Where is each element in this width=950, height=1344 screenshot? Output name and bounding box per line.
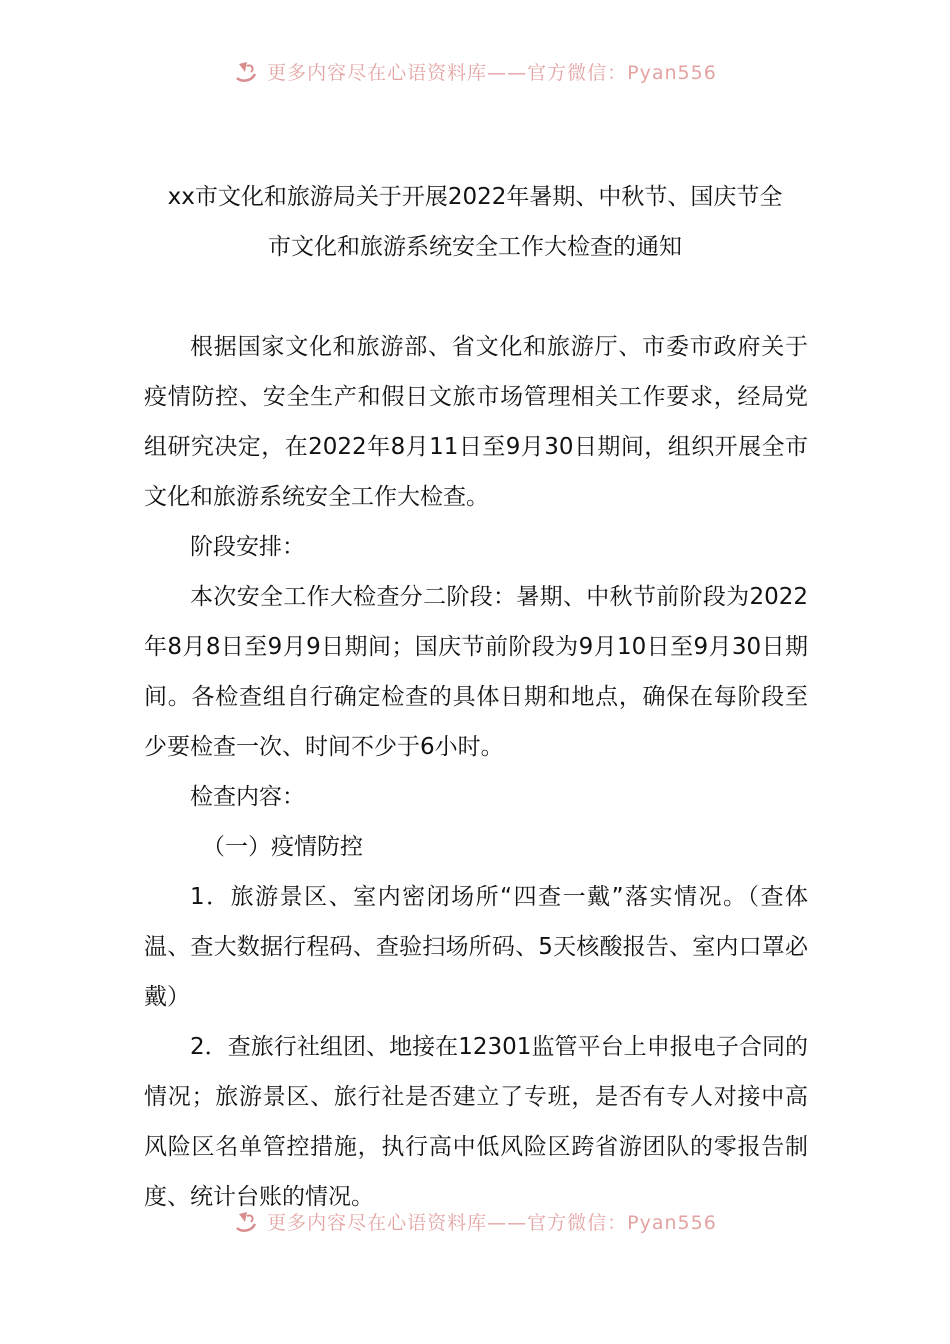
paragraph-stages: 本次安全工作大检查分二阶段：暑期、中秋节前阶段为2022年8月8日至9月9日期间；国庆节前阶段为9月10日至9月30日期间。各检查组自行确定检查的具体日期和地点，确保在每阶段至少要检查一次、时间不少于6小时。 [144,584,808,760]
title-line-2: 市文化和旅游系统安全工作大检查的通知 [268,234,682,260]
document-body [144,322,808,1222]
watermark-text: 更多内容尽在心语资料库——官方微信：Pyan556 [267,61,717,84]
document-title [140,172,810,272]
watermark-text: 更多内容尽在心语资料库——官方微信：Pyan556 [267,1211,717,1234]
brand-logo-icon [233,58,259,84]
subheading-epidemic-prevention: （一）疫情防控 [202,834,363,860]
paragraph-intro: 根据国家文化和旅游部、省文化和旅游厅、市委市政府关于疫情防控、安全生产和假日文旅市场管理相关工作要求，经局党组研究决定，在2022年8月11日至9月30日期间，组织开展全市文化和旅游系统安全工作大检查。 [144,334,808,510]
heading-inspection-content: 检查内容： [190,784,305,810]
watermark-footer [0,1206,950,1236]
brand-logo-icon [233,1208,259,1234]
list-item-2: 2．查旅行社组团、地接在12301监管平台上申报电子合同的情况；旅游景区、旅行社是否建立了专班，是否有专人对接中高风险区名单管控措施，执行高中低风险区跨省游团队的零报告制度、统计台账的情况。 [144,1034,808,1210]
title-line-1: xx市文化和旅游局关于开展2022年暑期、中秋节、国庆节全 [167,184,783,210]
list-item-1: 1．旅游景区、室内密闭场所“四查一戴”落实情况。（查体温、查大数据行程码、查验扫场所码、5天核酸报告、室内口罩必戴） [144,884,808,1010]
watermark-header [0,56,950,86]
heading-stage-arrangement: 阶段安排： [190,534,305,560]
